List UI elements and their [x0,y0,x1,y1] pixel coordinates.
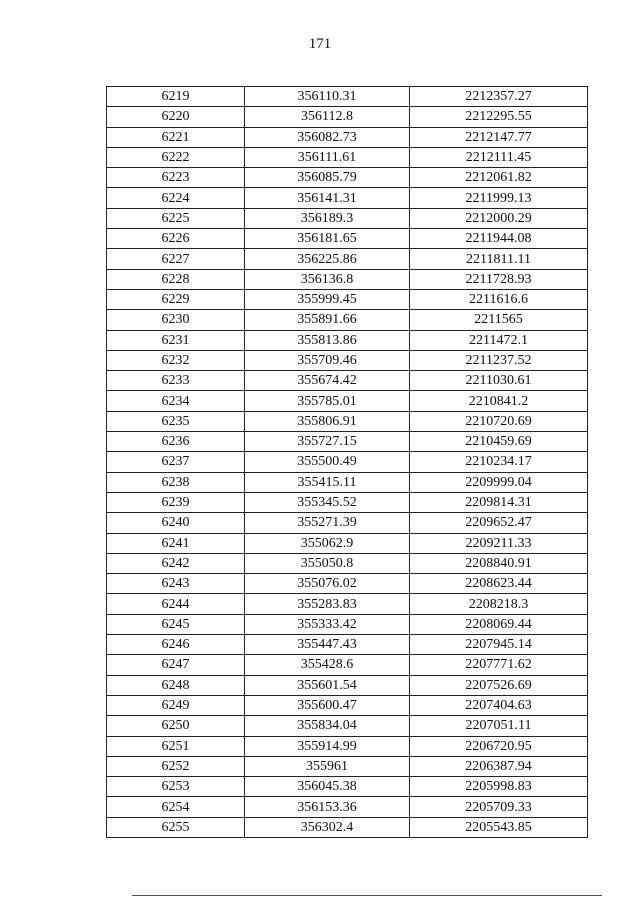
y-coordinate-cell: 2206720.95 [410,736,588,756]
x-coordinate-cell: 355076.02 [245,574,410,594]
point-number-cell: 6243 [107,574,245,594]
table-row [107,208,588,228]
point-number-cell: 6252 [107,756,245,776]
x-coordinate-cell: 356153.36 [245,797,410,817]
table-row [107,492,588,512]
point-number-cell: 6226 [107,229,245,249]
y-coordinate-cell: 2208840.91 [410,553,588,573]
point-number-cell: 6234 [107,391,245,411]
y-coordinate-cell: 2206387.94 [410,756,588,776]
y-coordinate-cell: 2211565 [410,310,588,330]
table-row [107,655,588,675]
point-number-cell: 6220 [107,107,245,127]
point-number-cell: 6244 [107,594,245,614]
point-number-cell: 6241 [107,533,245,553]
y-coordinate-cell: 2209211.33 [410,533,588,553]
y-coordinate-cell: 2211472.1 [410,330,588,350]
y-coordinate-cell: 2209814.31 [410,492,588,512]
x-coordinate-cell: 356112.8 [245,107,410,127]
table-row [107,797,588,817]
table-row [107,127,588,147]
point-number-cell: 6237 [107,452,245,472]
bottom-rule [132,895,602,896]
y-coordinate-cell: 2207051.11 [410,716,588,736]
table-row [107,330,588,350]
table-row [107,411,588,431]
x-coordinate-cell: 355999.45 [245,289,410,309]
x-coordinate-cell: 355062.9 [245,533,410,553]
table-row [107,533,588,553]
x-coordinate-cell: 355834.04 [245,716,410,736]
table-row [107,269,588,289]
y-coordinate-cell: 2211944.08 [410,229,588,249]
point-number-cell: 6230 [107,310,245,330]
point-number-cell: 6229 [107,289,245,309]
table-row [107,695,588,715]
point-number-cell: 6248 [107,675,245,695]
page-number: 171 [308,36,332,52]
x-coordinate-cell: 355050.8 [245,553,410,573]
table-row [107,188,588,208]
y-coordinate-cell: 2210459.69 [410,432,588,452]
table-row [107,452,588,472]
y-coordinate-cell: 2207404.63 [410,695,588,715]
point-number-cell: 6231 [107,330,245,350]
table-row [107,574,588,594]
table-row [107,777,588,797]
point-number-cell: 6221 [107,127,245,147]
x-coordinate-cell: 355891.66 [245,310,410,330]
x-coordinate-cell: 355961 [245,756,410,776]
y-coordinate-cell: 2207526.69 [410,675,588,695]
table-row [107,289,588,309]
point-number-cell: 6242 [107,553,245,573]
x-coordinate-cell: 356085.79 [245,168,410,188]
x-coordinate-cell: 355345.52 [245,492,410,512]
table-row [107,594,588,614]
point-number-cell: 6236 [107,432,245,452]
x-coordinate-cell: 356181.65 [245,229,410,249]
x-coordinate-cell: 356045.38 [245,777,410,797]
x-coordinate-cell: 355428.6 [245,655,410,675]
x-coordinate-cell: 356302.4 [245,817,410,837]
x-coordinate-cell: 355500.49 [245,452,410,472]
y-coordinate-cell: 2205998.83 [410,777,588,797]
point-number-cell: 6219 [107,87,245,107]
point-number-cell: 6247 [107,655,245,675]
x-coordinate-cell: 355709.46 [245,350,410,370]
y-coordinate-cell: 2211616.6 [410,289,588,309]
x-coordinate-cell: 356136.8 [245,269,410,289]
point-number-cell: 6249 [107,695,245,715]
y-coordinate-cell: 2212357.27 [410,87,588,107]
point-number-cell: 6227 [107,249,245,269]
point-number-cell: 6228 [107,269,245,289]
x-coordinate-cell: 356082.73 [245,127,410,147]
point-number-cell: 6224 [107,188,245,208]
table-row [107,310,588,330]
point-number-cell: 6254 [107,797,245,817]
table-row [107,147,588,167]
x-coordinate-cell: 355674.42 [245,371,410,391]
y-coordinate-cell: 2208218.3 [410,594,588,614]
y-coordinate-cell: 2208623.44 [410,574,588,594]
y-coordinate-cell: 2210720.69 [410,411,588,431]
coordinates-table-body [107,87,588,838]
x-coordinate-cell: 355813.86 [245,330,410,350]
point-number-cell: 6255 [107,817,245,837]
table-row [107,614,588,634]
y-coordinate-cell: 2207771.62 [410,655,588,675]
y-coordinate-cell: 2212111.45 [410,147,588,167]
point-number-cell: 6250 [107,716,245,736]
x-coordinate-cell: 356141.31 [245,188,410,208]
table-row [107,553,588,573]
table-row [107,391,588,411]
table-row [107,472,588,492]
y-coordinate-cell: 2207945.14 [410,635,588,655]
table-row [107,817,588,837]
x-coordinate-cell: 355785.01 [245,391,410,411]
point-number-cell: 6222 [107,147,245,167]
x-coordinate-cell: 356189.3 [245,208,410,228]
table-row [107,168,588,188]
y-coordinate-cell: 2209652.47 [410,513,588,533]
table-row [107,371,588,391]
x-coordinate-cell: 355601.54 [245,675,410,695]
table-row [107,513,588,533]
point-number-cell: 6238 [107,472,245,492]
point-number-cell: 6253 [107,777,245,797]
table-row [107,107,588,127]
y-coordinate-cell: 2208069.44 [410,614,588,634]
table-row [107,756,588,776]
y-coordinate-cell: 2211237.52 [410,350,588,370]
y-coordinate-cell: 2211999.13 [410,188,588,208]
y-coordinate-cell: 2212147.77 [410,127,588,147]
table-row [107,87,588,107]
point-number-cell: 6251 [107,736,245,756]
table-row [107,432,588,452]
point-number-cell: 6245 [107,614,245,634]
y-coordinate-cell: 2211728.93 [410,269,588,289]
x-coordinate-cell: 355806.91 [245,411,410,431]
table-row [107,675,588,695]
table-row [107,736,588,756]
y-coordinate-cell: 2205543.85 [410,817,588,837]
y-coordinate-cell: 2210841.2 [410,391,588,411]
y-coordinate-cell: 2211811.11 [410,249,588,269]
coordinates-table [106,86,588,838]
point-number-cell: 6240 [107,513,245,533]
y-coordinate-cell: 2212295.55 [410,107,588,127]
table-row [107,229,588,249]
x-coordinate-cell: 355447.43 [245,635,410,655]
point-number-cell: 6223 [107,168,245,188]
y-coordinate-cell: 2212061.82 [410,168,588,188]
x-coordinate-cell: 355415.11 [245,472,410,492]
x-coordinate-cell: 355914.99 [245,736,410,756]
point-number-cell: 6225 [107,208,245,228]
point-number-cell: 6232 [107,350,245,370]
point-number-cell: 6233 [107,371,245,391]
y-coordinate-cell: 2209999.04 [410,472,588,492]
x-coordinate-cell: 355271.39 [245,513,410,533]
x-coordinate-cell: 356110.31 [245,87,410,107]
x-coordinate-cell: 355600.47 [245,695,410,715]
x-coordinate-cell: 355283.83 [245,594,410,614]
x-coordinate-cell: 356225.86 [245,249,410,269]
point-number-cell: 6235 [107,411,245,431]
table-row [107,716,588,736]
table-row [107,635,588,655]
x-coordinate-cell: 356111.61 [245,147,410,167]
y-coordinate-cell: 2205709.33 [410,797,588,817]
y-coordinate-cell: 2211030.61 [410,371,588,391]
x-coordinate-cell: 355727.15 [245,432,410,452]
table-row [107,350,588,370]
table-row [107,249,588,269]
x-coordinate-cell: 355333.42 [245,614,410,634]
y-coordinate-cell: 2210234.17 [410,452,588,472]
point-number-cell: 6246 [107,635,245,655]
point-number-cell: 6239 [107,492,245,512]
y-coordinate-cell: 2212000.29 [410,208,588,228]
